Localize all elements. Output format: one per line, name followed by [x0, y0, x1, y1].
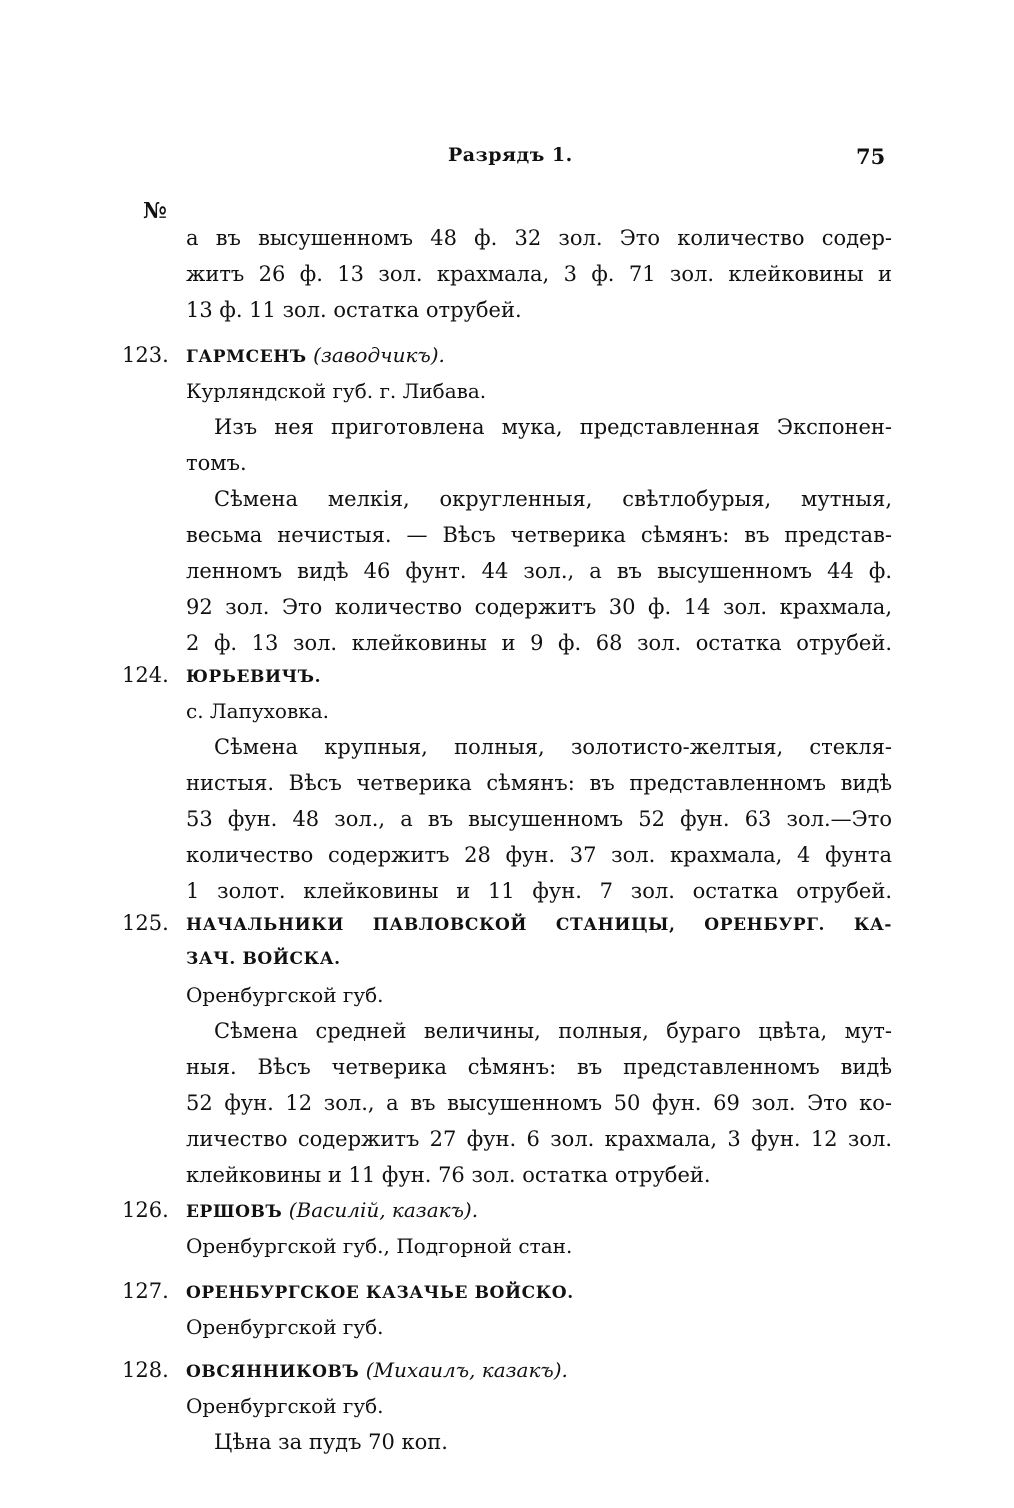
entry-128 [122, 1352, 892, 1460]
text-line: Сѣмена мелкія, округленныя, свѣтлобурыя, мутныя, [214, 487, 892, 511]
text-line: ленномъ видѣ 46 фунт. 44 зол., а въ высушенномъ 44 ф. [186, 559, 892, 583]
text-line: количество содержитъ 28 фун. 37 зол. крахмала, 4 фунта [186, 843, 892, 867]
entry-place: Курляндской губ. г. Либава. [186, 379, 487, 403]
entry-place: Оренбургской губ., Подгорной стан. [186, 1234, 573, 1258]
entry-123 [122, 337, 892, 661]
entry-126 [122, 1192, 892, 1264]
text-line: Изъ нея приготовлена мука, представленная Экспонен- [214, 415, 892, 439]
exhibitor-name: ОРЕНБУРГСКОЕ КАЗАЧЬЕ ВОЙСКО. [186, 1283, 574, 1303]
running-title: Разрядъ 1. [448, 144, 573, 166]
entry-place: Оренбургской губ. [186, 983, 384, 1007]
entry-number: 123. [122, 343, 169, 367]
exhibitor-name: ЮРЬЕВИЧЪ. [186, 667, 322, 687]
entry-heading [122, 905, 892, 941]
page-number: 75 [856, 144, 886, 169]
entry-heading [122, 1273, 892, 1309]
exhibitor-name: ГАРМСЕНЪ [186, 347, 307, 367]
entry-heading [122, 657, 892, 693]
entry-number: 126. [122, 1198, 169, 1222]
exhibitor-name: ОВСЯННИКОВЪ [186, 1362, 360, 1382]
exhibitor-note: (Михаилъ, казакъ). [359, 1358, 568, 1382]
page-header [0, 144, 1014, 178]
entry-124 [122, 657, 892, 909]
continuation-paragraph [122, 220, 892, 328]
exhibitor-name-continued: ЗАЧ. ВОЙСКА. [186, 949, 341, 969]
text-line: 13 ф. 11 зол. остатка отрубей. [186, 298, 522, 322]
entry-heading [122, 337, 892, 373]
text-line: 1 золот. клейковины и 11 фун. 7 зол. остатка отрубей. [186, 879, 892, 903]
entry-number: 124. [122, 663, 169, 687]
text-line: Сѣмена средней величины, полныя, бураго цвѣта, мут- [214, 1019, 892, 1043]
text-line: нистыя. Вѣсъ четверика сѣмянъ: въ представленномъ видѣ [186, 771, 892, 795]
text-line: Сѣмена крупныя, полныя, золотисто-желтыя, стекля- [214, 735, 892, 759]
text-line: 53 фун. 48 зол., а въ высушенномъ 52 фун. 63 зол.—Это [186, 807, 892, 831]
text-line: весьма нечистыя. — Вѣсъ четверика сѣмянъ: въ представ- [186, 523, 892, 547]
text-line: а въ высушенномъ 48 ф. 32 зол. Это количество содер- [186, 226, 892, 250]
entry-place: Оренбургской губ. [186, 1315, 384, 1339]
numero-mark: № [143, 198, 167, 224]
exhibitor-name: НАЧАЛЬНИКИ ПАВЛОВСКОЙ СТАНИЦЫ, ОРЕНБУРГ. КА- [186, 915, 892, 935]
exhibitor-name: ЕРШОВЪ [186, 1202, 283, 1222]
entry-127 [122, 1273, 892, 1345]
exhibitor-note: (Василій, казакъ). [282, 1198, 479, 1222]
text-line: 52 фун. 12 зол., а въ высушенномъ 50 фун. 69 зол. Это ко- [186, 1091, 892, 1115]
text-line: 92 зол. Это количество содержитъ 30 ф. 14 зол. крахмала, [186, 595, 892, 619]
entry-heading [122, 1352, 892, 1388]
entry-number: 128. [122, 1358, 169, 1382]
text-line: ныя. Вѣсъ четверика сѣмянъ: въ представленномъ видѣ [186, 1055, 892, 1079]
entry-number: 125. [122, 911, 169, 935]
entry-place: Оренбургской губ. [186, 1394, 384, 1418]
text-line: 2 ф. 13 зол. клейковины и 9 ф. 68 зол. остатка отрубей. [186, 631, 892, 655]
price-line: Цѣна за пудъ 70 коп. [214, 1430, 448, 1454]
text-line: житъ 26 ф. 13 зол. крахмала, 3 ф. 71 зол. клейковины и [186, 262, 892, 286]
entry-heading [122, 1192, 892, 1228]
entry-place: с. Лапуховка. [186, 699, 329, 723]
exhibitor-note: (заводчикъ). [306, 343, 445, 367]
text-line: томъ. [186, 451, 247, 475]
text-line: клейковины и 11 фун. 76 зол. остатка отрубей. [186, 1163, 711, 1187]
entry-number: 127. [122, 1279, 169, 1303]
entry-125 [122, 905, 892, 1193]
text-line: личество содержитъ 27 фун. 6 зол. крахмала, 3 фун. 12 зол. [186, 1127, 892, 1151]
